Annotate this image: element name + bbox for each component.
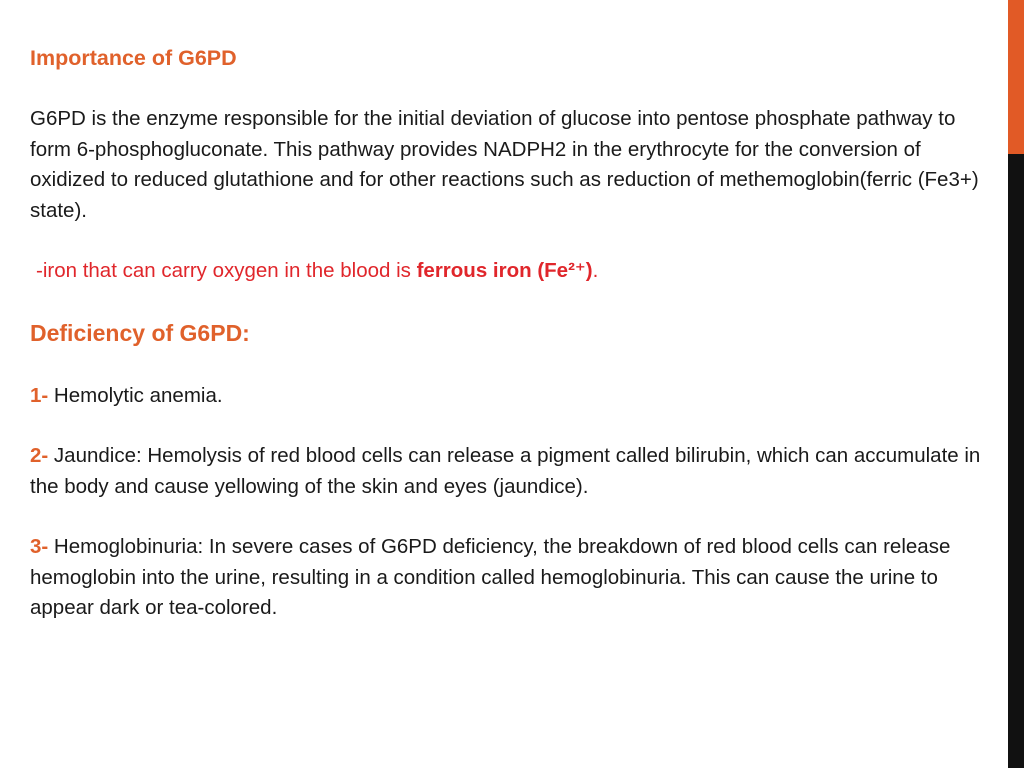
iron-note-suffix: . xyxy=(592,259,599,282)
intro-paragraph: G6PD is the enzyme responsible for the initial deviation of glucose into pentose phosphate pathway to form 6-phosphogluconate. This pathway provides NADPH2 in the erythrocyte for the conversion of oxidized to reduced glutathione and for other reactions such as reduction of methemoglobin(ferric (Fe3+) state). xyxy=(30,107,979,222)
list-item xyxy=(30,441,990,502)
item-text: Jaundice: Hemolysis of red blood cells can release a pigment called bilirubin, which can accumulate in the body and cause yellowing of the skin and eyes (jaundice). xyxy=(30,444,981,498)
iron-note-prefix: -iron that can carry oxygen in the blood is xyxy=(36,259,417,282)
slide-content xyxy=(30,40,990,624)
item-text: Hemoglobinuria: In severe cases of G6PD deficiency, the breakdown of red blood cells can release hemoglobin into the urine, resulting in a condition called hemoglobinuria. This can cause the urine to appear dark or tea-colored. xyxy=(30,535,951,619)
item-number: 2- xyxy=(30,444,49,467)
item-number: 3- xyxy=(30,535,49,558)
iron-note-bold: ferrous iron (Fe²⁺) xyxy=(416,259,593,282)
slide-title: Importance of G6PD xyxy=(30,46,237,70)
deficiency-heading: Deficiency of G6PD: xyxy=(30,319,250,346)
item-number: 1- xyxy=(30,383,49,407)
item-text: Hemolytic anemia. xyxy=(48,383,223,407)
iron-note xyxy=(30,256,990,287)
list-item xyxy=(30,381,990,412)
accent-bar-orange xyxy=(1008,0,1024,154)
list-item xyxy=(30,532,990,624)
accent-bar-black xyxy=(1008,154,1024,768)
